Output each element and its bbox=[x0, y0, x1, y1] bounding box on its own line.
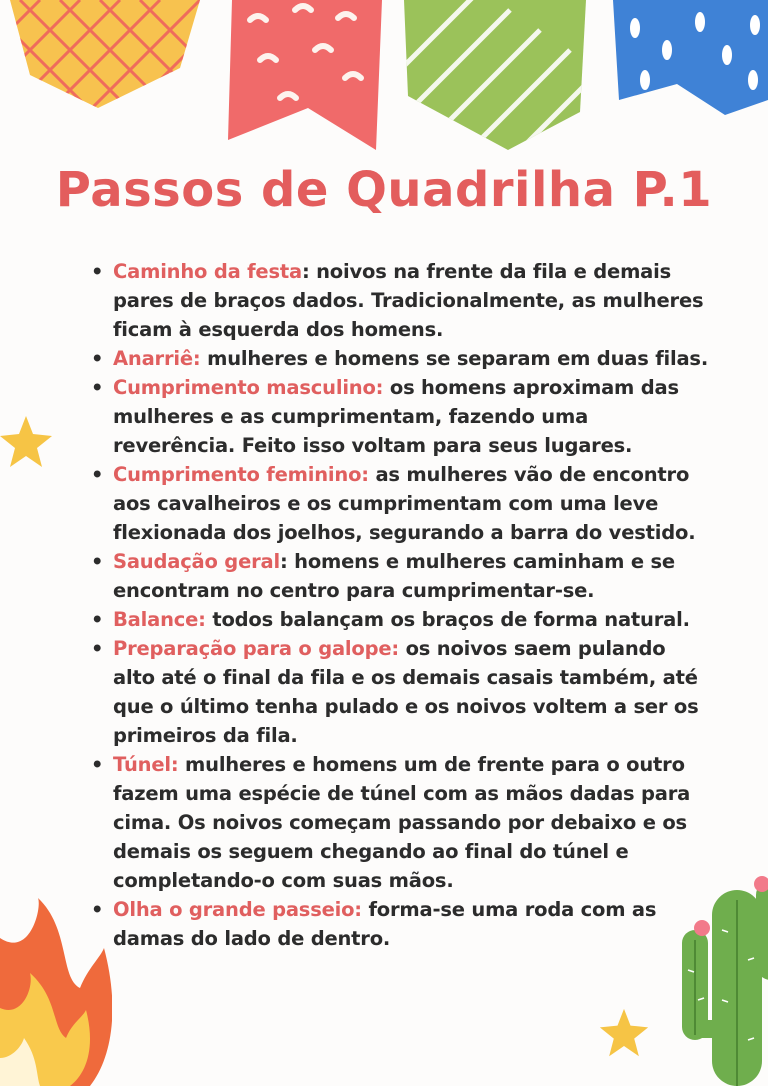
step-description: as mulheres vão de encontro aos cavalheiros e os cumprimentam com uma leve flexionada dos joelhos, segurando a barra do vestido. bbox=[113, 463, 696, 544]
step-description: forma-se uma roda com as damas do lado de dentro. bbox=[113, 898, 657, 950]
list-item bbox=[113, 344, 713, 373]
step-description: : homens e mulheres caminham e se encontram no centro para cumprimentar-se. bbox=[113, 550, 675, 602]
step-description: mulheres e homens um de frente para o outro fazem uma espécie de túnel com as mãos dadas para cima. Os noivos começam passando por debaixo e os demais os seguem chegando ao final do túnel e completando-o com suas mãos. bbox=[113, 753, 691, 892]
list-item bbox=[113, 750, 713, 895]
step-description: os homens aproximam das mulheres e as cumprimentam, fazendo uma reverência. Feito isso voltam para seus lugares. bbox=[113, 376, 679, 457]
step-description: mulheres e homens se separam em duas filas. bbox=[200, 347, 709, 370]
flag-blue-icon bbox=[605, 0, 768, 118]
list-item bbox=[113, 547, 713, 605]
flag-yellow-icon bbox=[0, 0, 210, 110]
list-item bbox=[113, 605, 713, 634]
step-term: Olha o grande passeio: bbox=[113, 898, 362, 921]
step-description: todos balançam os braços de forma natural. bbox=[205, 608, 690, 631]
flag-red-icon bbox=[220, 0, 390, 160]
list-item bbox=[113, 257, 713, 344]
steps-list bbox=[113, 257, 713, 953]
step-term: Cumprimento feminino: bbox=[113, 463, 369, 486]
step-description: : noivos na frente da fila e demais pares de braços dados. Tradicionalmente, as mulheres ficam à esquerda dos homens. bbox=[113, 260, 704, 341]
fire-icon bbox=[0, 898, 112, 1086]
step-term: Caminho da festa bbox=[113, 260, 302, 283]
step-term: Preparação para o galope: bbox=[113, 637, 399, 660]
step-term: Anarriê: bbox=[113, 347, 201, 370]
flag-green-icon bbox=[400, 0, 590, 155]
list-item bbox=[113, 460, 713, 547]
step-term: Balance: bbox=[113, 608, 206, 631]
star-icon bbox=[598, 1005, 650, 1061]
star-icon bbox=[0, 412, 56, 472]
page-title: Passos de Quadrilha P.1 bbox=[55, 162, 713, 218]
step-term: Túnel: bbox=[113, 753, 179, 776]
list-item bbox=[113, 373, 713, 460]
step-description: os noivos saem pulando alto até o final da fila e os demais casais também, até que o último tenha pulado e os noivos voltem a ser os primeiros da fila. bbox=[113, 637, 699, 747]
step-term: Saudação geral bbox=[113, 550, 280, 573]
list-item bbox=[113, 895, 713, 953]
step-term: Cumprimento masculino: bbox=[113, 376, 384, 399]
list-item bbox=[113, 634, 713, 750]
